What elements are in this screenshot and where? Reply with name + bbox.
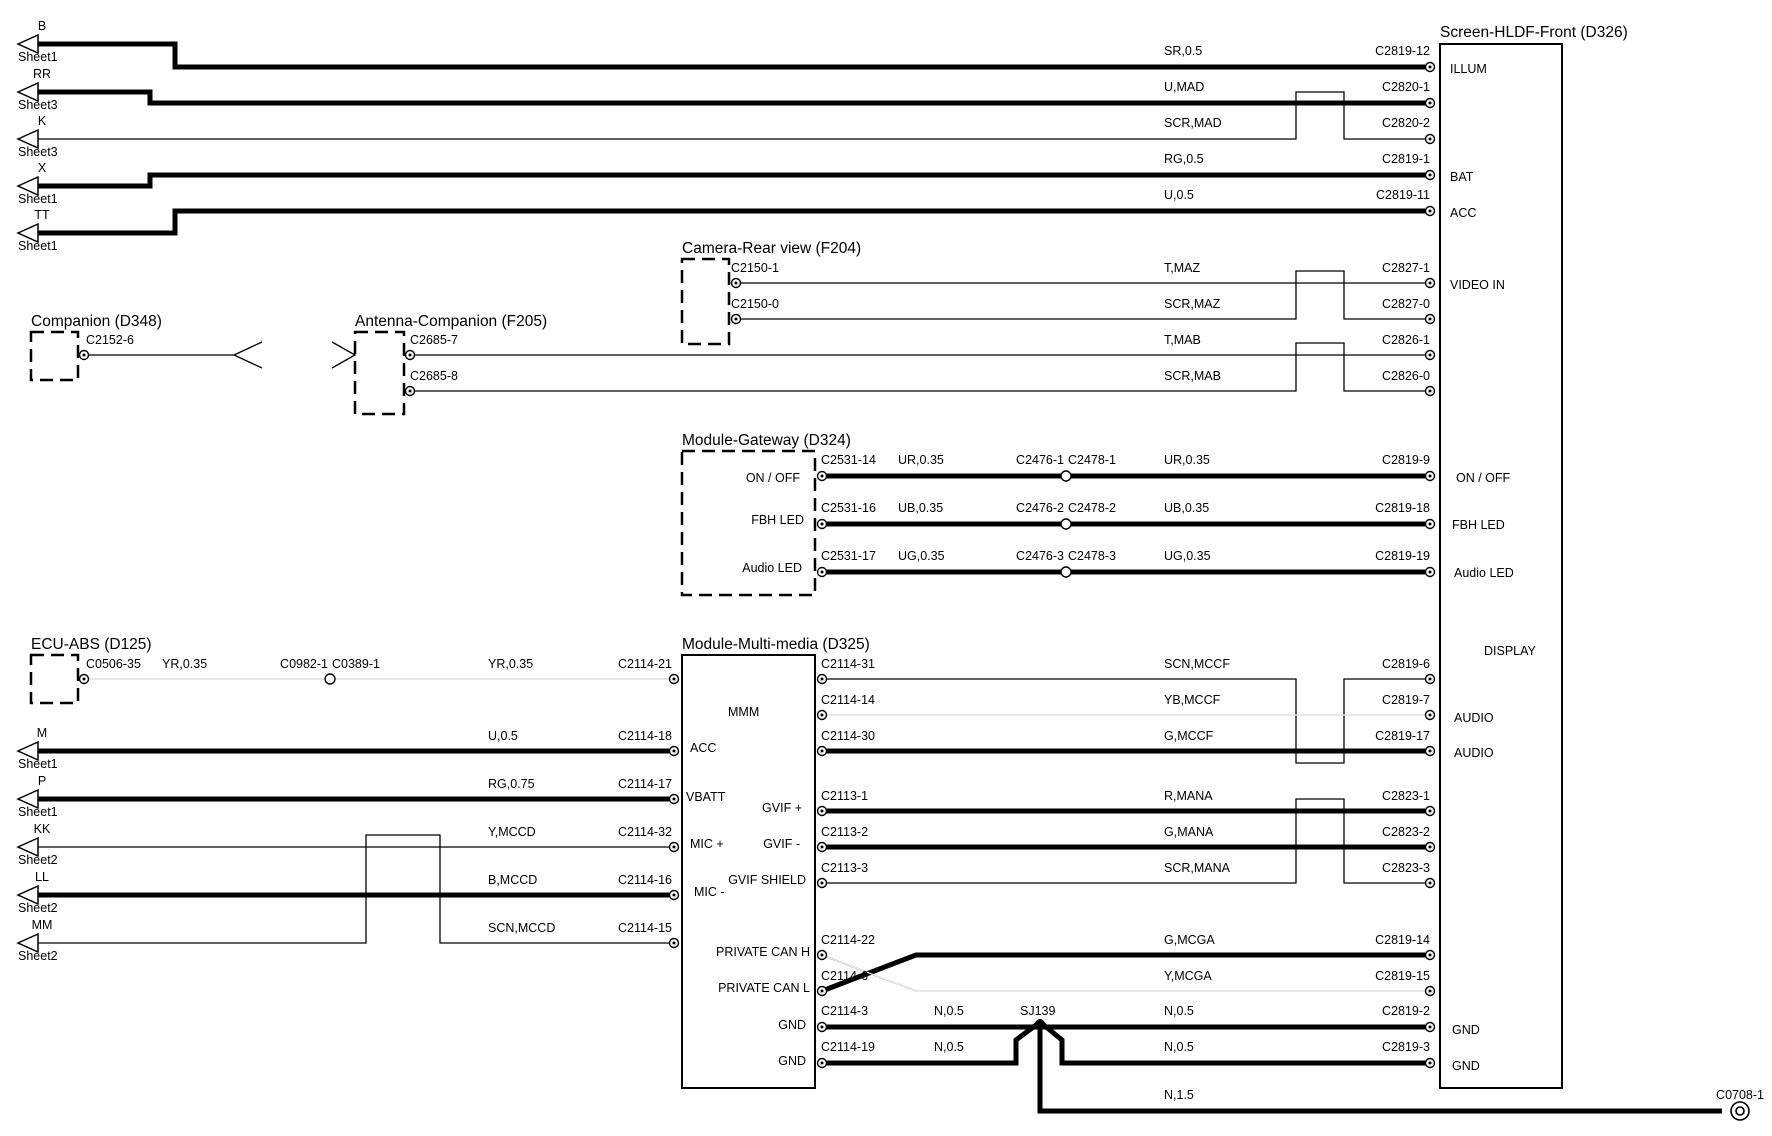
gnd-left-2: C2114-19 bbox=[821, 1040, 875, 1054]
screen-title: Screen-HLDF-Front (D326) bbox=[1440, 24, 1628, 41]
offsheet-sheet: Sheet3 bbox=[18, 145, 58, 159]
antenna-plug-left bbox=[234, 342, 262, 368]
wire-scr-maz-conn: C2827-0 bbox=[1382, 297, 1430, 311]
terminal-dot bbox=[673, 678, 676, 681]
mm-r-conn-5: C2823-2 bbox=[1382, 825, 1430, 839]
offsheet-letter: TT bbox=[34, 208, 50, 222]
terminal-dot bbox=[1429, 138, 1432, 141]
gateway-title: Module-Gateway (D324) bbox=[682, 432, 851, 449]
screen-pin-gnd-1: GND bbox=[1452, 1023, 1480, 1037]
terminal-dot bbox=[1429, 846, 1432, 849]
terminal-dot bbox=[821, 571, 824, 574]
mm-r-label-1: SCN,MCCF bbox=[1164, 657, 1230, 671]
mm-pin-gnd-1: GND bbox=[778, 1018, 806, 1032]
gnd-conn-1: C2819-2 bbox=[1382, 1004, 1430, 1018]
wire-k-label: SCR,MAD bbox=[1164, 116, 1222, 130]
mm-r-left-5: C2113-2 bbox=[821, 825, 869, 839]
wire-b-label: SR,0.5 bbox=[1164, 44, 1203, 58]
gnd-conn-2: C2819-3 bbox=[1382, 1040, 1430, 1054]
gw-c2-2: C2476-2 bbox=[1016, 501, 1064, 515]
screen-pin-audio-led: Audio LED bbox=[1454, 566, 1514, 580]
terminal-dot bbox=[1429, 475, 1432, 478]
terminal-dot bbox=[821, 678, 824, 681]
mm-pin-gvif-plus: GVIF + bbox=[762, 801, 802, 815]
wire-b-conn: C2819-12 bbox=[1375, 44, 1430, 58]
terminal-dot bbox=[821, 750, 824, 753]
terminal-dot bbox=[821, 1062, 824, 1065]
wire-scr-maz-label: SCR,MAZ bbox=[1164, 297, 1221, 311]
wire-x-conn: C2819-1 bbox=[1382, 152, 1430, 166]
terminal-dot bbox=[735, 282, 738, 285]
terminal-dot bbox=[1429, 750, 1432, 753]
antenna-wires bbox=[84, 333, 1430, 391]
mm-r-left-6: C2113-3 bbox=[821, 861, 869, 875]
terminal-dot bbox=[1429, 571, 1432, 574]
gw-c1-1: C2531-14 bbox=[821, 453, 876, 467]
screen-pin-acc: ACC bbox=[1450, 206, 1477, 220]
gnd-l1-2: N,0.5 bbox=[934, 1040, 964, 1054]
wire-y-mcga-inner bbox=[822, 955, 1430, 991]
mm-r-label-7: G,MCGA bbox=[1164, 933, 1215, 947]
gw-l1-3: UG,0.35 bbox=[898, 549, 945, 563]
mm-r-label-3: G,MCCF bbox=[1164, 729, 1214, 743]
terminal-dot bbox=[1429, 390, 1432, 393]
wire-x-label: RG,0.5 bbox=[1164, 152, 1204, 166]
wire-scr-mab-conn: C2826-0 bbox=[1382, 369, 1430, 383]
offsheet-letter: M bbox=[36, 726, 48, 740]
screen-pin-display: DISPLAY bbox=[1484, 644, 1536, 658]
mm-r-label-8: Y,MCGA bbox=[1164, 969, 1212, 983]
companion-conn: C2152-6 bbox=[86, 333, 134, 347]
terminal-dot bbox=[83, 354, 86, 357]
gw-c2-3: C2476-3 bbox=[1016, 549, 1064, 563]
terminal-dot bbox=[1429, 66, 1432, 69]
offsheet-letter: X bbox=[37, 161, 47, 175]
terminal-dot bbox=[821, 810, 824, 813]
screen-pin-bat: BAT bbox=[1450, 170, 1474, 184]
terminal-dot bbox=[673, 798, 676, 801]
gateway-pin-fbh-led: FBH LED bbox=[751, 513, 804, 527]
mm-pin-gnd-2: GND bbox=[778, 1054, 806, 1068]
abs-wire-group bbox=[84, 657, 674, 684]
mm-pin-gvif-minus: GVIF - bbox=[763, 837, 800, 851]
terminal-dot bbox=[1429, 882, 1432, 885]
multimedia-title: Module-Multi-media (D325) bbox=[682, 636, 870, 653]
terminal-dot bbox=[735, 318, 738, 321]
screen-pin-audio-2: AUDIO bbox=[1454, 746, 1494, 760]
wire-m-conn: C2114-18 bbox=[618, 729, 672, 743]
gw-l1-2: UB,0.35 bbox=[898, 501, 944, 515]
abs-inline-connector bbox=[325, 674, 335, 684]
gateway-pin-on-off: ON / OFF bbox=[745, 471, 800, 485]
wire-scr-maz[interactable] bbox=[736, 271, 1430, 319]
offsheet-sheet: Sheet1 bbox=[18, 239, 58, 253]
ground-label: N,1.5 bbox=[1164, 1088, 1194, 1102]
wire-g-mcga[interactable] bbox=[822, 955, 1430, 991]
mm-r-left-3: C2114-30 bbox=[821, 729, 875, 743]
wire-scr-mab-label: SCR,MAB bbox=[1164, 369, 1221, 383]
gw-c2-1: C2476-1 bbox=[1016, 453, 1064, 467]
offsheet-sheet: Sheet2 bbox=[18, 901, 58, 915]
wire-t-mab-conn: C2826-1 bbox=[1382, 333, 1430, 347]
camera-rear-view-box[interactable] bbox=[682, 259, 729, 344]
wire-rr[interactable] bbox=[31, 92, 1430, 103]
terminal-dot bbox=[409, 354, 412, 357]
mm-r-label-2: YB,MCCF bbox=[1164, 693, 1221, 707]
gw-c1-2: C2531-16 bbox=[821, 501, 876, 515]
wire-y-mcga[interactable] bbox=[822, 955, 1430, 991]
wire-kk-label: Y,MCCD bbox=[488, 825, 536, 839]
gw-l2-3: UG,0.35 bbox=[1164, 549, 1211, 563]
abs-c4: C2114-21 bbox=[618, 657, 672, 671]
wire-ground-main[interactable] bbox=[1040, 1022, 1722, 1111]
gateway-pin-audio-led: Audio LED bbox=[742, 561, 802, 575]
abs-l1: YR,0.35 bbox=[162, 657, 208, 671]
camera-conn-1: C2150-1 bbox=[731, 261, 779, 275]
wire-k-conn: C2820-2 bbox=[1382, 116, 1430, 130]
gw-l2-2: UB,0.35 bbox=[1164, 501, 1210, 515]
mm-r-label-5: G,MANA bbox=[1164, 825, 1214, 839]
terminal-dot bbox=[1429, 678, 1432, 681]
offsheet-sheet: Sheet1 bbox=[18, 192, 58, 206]
terminal-dot bbox=[821, 954, 824, 957]
wire-p-label: RG,0.75 bbox=[488, 777, 535, 791]
offsheet-sheet: Sheet1 bbox=[18, 805, 58, 819]
terminal-dot bbox=[1429, 354, 1432, 357]
offsheet-sheet: Sheet1 bbox=[18, 757, 58, 771]
gw-c4-2: C2819-18 bbox=[1375, 501, 1430, 515]
mm-r-conn-2: C2819-7 bbox=[1382, 693, 1430, 707]
inline-connector-1 bbox=[1061, 471, 1071, 481]
antenna-title: Antenna-Companion (F205) bbox=[355, 313, 548, 330]
mm-pin-acc: ACC bbox=[690, 741, 717, 755]
mm-r-label-6: SCR,MANA bbox=[1164, 861, 1230, 875]
mm-r-conn-6: C2823-3 bbox=[1382, 861, 1430, 875]
wire-ll-label: B,MCCD bbox=[488, 873, 538, 887]
terminal-dot bbox=[673, 942, 676, 945]
gw-c3-2: C2478-2 bbox=[1068, 501, 1116, 515]
camera-conn-0: C2150-0 bbox=[731, 297, 779, 311]
splice-label: SJ139 bbox=[1020, 1004, 1056, 1018]
gateway-wires bbox=[821, 453, 1430, 577]
wire-tt[interactable] bbox=[31, 211, 1430, 233]
screen-pin-fbh-led: FBH LED bbox=[1452, 518, 1505, 532]
terminal-dot bbox=[673, 894, 676, 897]
mm-pin-gvif-shield: GVIF SHIELD bbox=[728, 873, 806, 887]
terminal-dot bbox=[1429, 954, 1432, 957]
terminal-dot bbox=[1429, 810, 1432, 813]
antenna-conn-7: C2685-7 bbox=[410, 333, 458, 347]
gw-c3-1: C2478-1 bbox=[1068, 453, 1116, 467]
mm-r-left-4: C2113-1 bbox=[821, 789, 869, 803]
wire-mm-conn: C2114-15 bbox=[618, 921, 672, 935]
offsheet-letter: B bbox=[37, 19, 47, 33]
mm-pin-can-l: PRIVATE CAN L bbox=[718, 981, 810, 995]
splice-dot bbox=[1035, 1019, 1045, 1029]
screen-pin-audio-1: AUDIO bbox=[1454, 711, 1494, 725]
abs-c1: C0506-35 bbox=[86, 657, 141, 671]
wire-ll-conn: C2114-16 bbox=[618, 873, 672, 887]
offsheet-letter: KK bbox=[33, 822, 51, 836]
mm-r-label-4: R,MANA bbox=[1164, 789, 1213, 803]
terminal-dot bbox=[1429, 102, 1432, 105]
wire-kk-conn: C2114-32 bbox=[618, 825, 672, 839]
terminal-dot bbox=[821, 882, 824, 885]
mm-r-left-7: C2114-22 bbox=[821, 933, 875, 947]
wire-p-conn: C2114-17 bbox=[618, 777, 672, 791]
terminal-dot bbox=[1429, 990, 1432, 993]
mm-right-wires bbox=[821, 657, 1430, 991]
wire-mm-label: SCN,MCCD bbox=[488, 921, 556, 935]
terminal-dot bbox=[1429, 210, 1432, 213]
mm-pin-can-h: PRIVATE CAN H bbox=[716, 945, 810, 959]
gw-l1-1: UR,0.35 bbox=[898, 453, 944, 467]
terminal-dot bbox=[821, 714, 824, 717]
terminal-dot bbox=[821, 475, 824, 478]
ground-terminal-inner bbox=[1736, 1107, 1744, 1115]
gw-c1-3: C2531-17 bbox=[821, 549, 876, 563]
offsheet-letter: P bbox=[37, 774, 47, 788]
ecu-abs-title: ECU-ABS (D125) bbox=[31, 636, 152, 653]
gateway-pins bbox=[742, 471, 804, 575]
wire-m-label: U,0.5 bbox=[488, 729, 518, 743]
mm-r-conn-1: C2819-6 bbox=[1382, 657, 1430, 671]
offsheet-sheet: Sheet1 bbox=[18, 50, 58, 64]
gw-c4-1: C2819-9 bbox=[1382, 453, 1430, 467]
terminal-dot bbox=[673, 750, 676, 753]
offsheet-letter: LL bbox=[35, 870, 49, 884]
mm-pin-vbatt: VBATT bbox=[686, 790, 726, 804]
abs-c3: C0389-1 bbox=[332, 657, 380, 671]
screen-pin-illum: ILLUM bbox=[1450, 62, 1487, 76]
gnd-l1-1: N,0.5 bbox=[934, 1004, 964, 1018]
wire-tt-label: U,0.5 bbox=[1164, 188, 1194, 202]
mm-pin-mic-plus: MIC + bbox=[690, 837, 724, 851]
mm-r-conn-3: C2819-17 bbox=[1375, 729, 1430, 743]
terminal-dot bbox=[673, 846, 676, 849]
terminal-dot bbox=[1429, 174, 1432, 177]
gnd-l2-2: N,0.5 bbox=[1164, 1040, 1194, 1054]
companion-box[interactable] bbox=[31, 332, 78, 380]
wire-mm[interactable] bbox=[31, 835, 674, 943]
gnd-l2-1: N,0.5 bbox=[1164, 1004, 1194, 1018]
wire-t-maz-conn: C2827-1 bbox=[1382, 261, 1430, 275]
terminal-dot bbox=[1429, 282, 1432, 285]
companion-title: Companion (D348) bbox=[31, 313, 162, 330]
offsheet-connectors bbox=[18, 19, 58, 963]
mm-r-conn-4: C2823-1 bbox=[1382, 789, 1430, 803]
terminal-dot bbox=[409, 390, 412, 393]
wire-x[interactable] bbox=[31, 175, 1430, 186]
video-wires bbox=[731, 261, 1430, 319]
inline-connector-3 bbox=[1061, 567, 1071, 577]
terminal-dot bbox=[1429, 1026, 1432, 1029]
mm-r-conn-7: C2819-14 bbox=[1375, 933, 1430, 947]
mm-r-conn-8: C2819-15 bbox=[1375, 969, 1430, 983]
terminal-dot bbox=[1429, 318, 1432, 321]
antenna-plug-right bbox=[332, 342, 355, 368]
ecu-abs-box[interactable] bbox=[31, 655, 78, 703]
screen-pins bbox=[1450, 62, 1537, 1073]
offsheet-sheet: Sheet3 bbox=[18, 98, 58, 112]
wire-t-maz-label: T,MAZ bbox=[1164, 261, 1201, 275]
terminal-dot bbox=[821, 990, 824, 993]
offsheet-letter: K bbox=[37, 114, 47, 128]
gw-l2-1: UR,0.35 bbox=[1164, 453, 1210, 467]
offsheet-sheet: Sheet2 bbox=[18, 853, 58, 867]
screen-pin-video-in: VIDEO IN bbox=[1450, 278, 1505, 292]
offsheet-sheet: Sheet2 bbox=[18, 949, 58, 963]
terminal-dot bbox=[821, 846, 824, 849]
terminal-dot bbox=[1429, 714, 1432, 717]
offsheet-letter: MM bbox=[31, 918, 53, 932]
mm-left-wires bbox=[31, 729, 674, 943]
terminal-dot bbox=[83, 678, 86, 681]
wire-b[interactable] bbox=[31, 44, 1430, 67]
terminal-dot bbox=[821, 1026, 824, 1029]
mm-pin-mmm: MMM bbox=[728, 705, 760, 719]
ground-conn: C0708-1 bbox=[1716, 1088, 1764, 1102]
terminal-dot bbox=[1429, 523, 1432, 526]
ground-wires bbox=[821, 1004, 1764, 1120]
screen-pin-gnd-2: GND bbox=[1452, 1059, 1480, 1073]
wire-rr-label: U,MAD bbox=[1164, 80, 1205, 94]
gnd-left-1: C2114-3 bbox=[821, 1004, 869, 1018]
wire-t-mab-label: T,MAB bbox=[1164, 333, 1201, 347]
terminal-dot bbox=[1429, 1062, 1432, 1065]
camera-title: Camera-Rear view (F204) bbox=[682, 240, 862, 257]
antenna-companion-box[interactable] bbox=[355, 332, 404, 414]
mm-pin-mic-minus: MIC - bbox=[694, 885, 725, 899]
terminal-dot bbox=[821, 523, 824, 526]
screen-pin-on-off: ON / OFF bbox=[1456, 471, 1511, 485]
wire-tt-conn: C2819-11 bbox=[1376, 188, 1430, 202]
inline-connector-2 bbox=[1061, 519, 1071, 529]
wire-rr-conn: C2820-1 bbox=[1382, 80, 1430, 94]
gw-c4-3: C2819-19 bbox=[1375, 549, 1430, 563]
mm-r-left-8: C2114-6 bbox=[821, 969, 869, 983]
mm-r-left-2: C2114-14 bbox=[821, 693, 875, 707]
abs-l2: YR,0.35 bbox=[488, 657, 534, 671]
multimedia-pins bbox=[686, 705, 810, 1068]
top-wires bbox=[31, 44, 1430, 233]
wire-scr-mab[interactable] bbox=[410, 343, 1430, 391]
offsheet-letter: RR bbox=[32, 67, 52, 81]
antenna-conn-8: C2685-8 bbox=[410, 369, 458, 383]
mm-r-left-1: C2114-31 bbox=[821, 657, 875, 671]
abs-c2: C0982-1 bbox=[280, 657, 328, 671]
gw-c3-3: C2478-3 bbox=[1068, 549, 1116, 563]
